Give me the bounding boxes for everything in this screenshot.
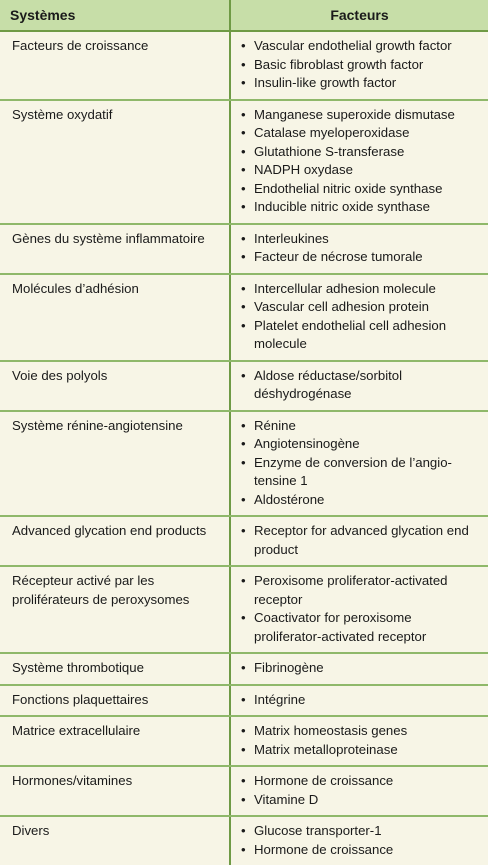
factor-item xyxy=(241,454,482,491)
factor-item xyxy=(241,367,482,404)
bullet-icon: • xyxy=(241,317,246,333)
bullet-icon: • xyxy=(241,610,246,625)
header-factors: Facteurs xyxy=(230,0,488,31)
factor-item xyxy=(241,491,482,510)
factor-item xyxy=(241,248,482,267)
bullet-icon: • xyxy=(241,143,246,159)
system-cell: Hormones/vitamines xyxy=(0,766,230,816)
factor-text: Enzyme de conversion de l’angio-tensine 1 xyxy=(254,454,452,488)
factors-cell xyxy=(230,31,488,100)
system-cell: Advanced glycation end products xyxy=(0,516,230,566)
factor-item xyxy=(241,180,482,199)
bullet-icon: • xyxy=(241,56,246,72)
table-row xyxy=(0,411,488,517)
factors-cell xyxy=(230,766,488,816)
bullet-icon: • xyxy=(241,230,246,246)
bullet-icon: • xyxy=(241,823,246,838)
bullet-icon: • xyxy=(241,367,246,383)
bullet-icon: • xyxy=(241,299,246,314)
factor-item xyxy=(241,161,482,180)
bullet-icon: • xyxy=(241,417,246,433)
factor-text: Receptor for advanced glycation end product xyxy=(254,523,469,557)
factors-list xyxy=(241,572,482,646)
factors-list xyxy=(241,106,482,217)
bullet-icon: • xyxy=(241,660,246,675)
bullet-icon: • xyxy=(241,249,246,264)
bullet-icon: • xyxy=(241,741,246,757)
factors-cell xyxy=(230,816,488,865)
factor-text: Aldostérone xyxy=(254,491,325,507)
factor-text: Fibrinogène xyxy=(254,660,324,675)
bullet-icon: • xyxy=(241,199,246,214)
factors-cell xyxy=(230,566,488,653)
header-systems: Systèmes xyxy=(0,0,230,31)
factors-list xyxy=(241,417,482,510)
system-cell: Voie des polyols xyxy=(0,361,230,411)
factors-list xyxy=(241,722,482,759)
factor-text: Matrix homeostasis genes xyxy=(254,723,408,738)
factor-text: Glucose transporter-1 xyxy=(254,823,382,838)
system-cell: Facteurs de croissance xyxy=(0,31,230,100)
bullet-icon: • xyxy=(241,491,246,507)
bullet-icon: • xyxy=(241,773,246,788)
factor-text: Endothelial nitric oxide synthase xyxy=(254,180,443,196)
factors-cell xyxy=(230,685,488,717)
table-row xyxy=(0,653,488,685)
factor-item xyxy=(241,143,482,162)
factor-text: Angiotensinogène xyxy=(254,436,360,451)
factor-item xyxy=(241,609,482,646)
table-row xyxy=(0,274,488,361)
system-cell: Gènes du système inflammatoire xyxy=(0,224,230,274)
bullet-icon: • xyxy=(241,841,246,857)
factor-item xyxy=(241,791,482,810)
system-cell: Molécules d’adhésion xyxy=(0,274,230,361)
factor-item xyxy=(241,317,482,354)
bullet-icon: • xyxy=(241,162,246,177)
bullet-icon: • xyxy=(241,723,246,738)
table-row xyxy=(0,716,488,766)
factors-list xyxy=(241,772,482,809)
factor-item xyxy=(241,722,482,741)
table-row xyxy=(0,766,488,816)
factor-text: Hormone de croissance xyxy=(254,773,394,788)
factor-text: Rénine xyxy=(254,417,296,433)
factor-text: Platelet endothelial cell adhesion molecule xyxy=(254,317,447,351)
bullet-icon: • xyxy=(241,38,246,53)
bullet-icon: • xyxy=(241,106,246,122)
table-row xyxy=(0,566,488,653)
factors-cell xyxy=(230,653,488,685)
system-cell: Système thrombotique xyxy=(0,653,230,685)
system-cell: Divers xyxy=(0,816,230,865)
table-row xyxy=(0,224,488,274)
factors-list xyxy=(241,280,482,354)
factors-list xyxy=(241,822,482,859)
table-header xyxy=(0,0,488,31)
factor-text: Facteur de nécrose tumorale xyxy=(254,249,423,264)
factor-item xyxy=(241,841,482,860)
factor-item xyxy=(241,691,482,710)
factors-list xyxy=(241,230,482,267)
factor-text: Hormone de croissance xyxy=(254,841,394,857)
factor-item xyxy=(241,298,482,317)
bullet-icon: • xyxy=(241,125,246,140)
factor-text: Basic fibroblast growth factor xyxy=(254,56,424,72)
table-row xyxy=(0,685,488,717)
factor-text: Matrix metalloproteinase xyxy=(254,741,398,757)
factor-item xyxy=(241,522,482,559)
factor-text: Glutathione S-transferase xyxy=(254,143,405,159)
factor-text: Peroxisome proliferator-activated receptor xyxy=(254,573,448,607)
bullet-icon: • xyxy=(241,791,246,807)
factor-item xyxy=(241,74,482,93)
factor-item xyxy=(241,230,482,249)
system-cell: Matrice extracellulaire xyxy=(0,716,230,766)
factors-cell xyxy=(230,224,488,274)
factor-item xyxy=(241,417,482,436)
factor-item xyxy=(241,37,482,56)
factors-cell xyxy=(230,516,488,566)
factors-list xyxy=(241,522,482,559)
factors-list xyxy=(241,691,482,710)
factor-text: Intégrine xyxy=(254,691,306,707)
factor-text: NADPH oxydase xyxy=(254,162,353,177)
factor-item xyxy=(241,772,482,791)
factor-text: Vitamine D xyxy=(254,791,319,807)
system-cell: Système oxydatif xyxy=(0,100,230,224)
factor-text: Intercellular adhesion molecule xyxy=(254,280,436,296)
bullet-icon: • xyxy=(241,180,246,196)
factor-text: Vascular endothelial growth factor xyxy=(254,38,452,53)
system-cell: Système rénine-angiotensine xyxy=(0,411,230,517)
factor-text: Inducible nitric oxide synthase xyxy=(254,199,430,214)
bullet-icon: • xyxy=(241,523,246,538)
table-row xyxy=(0,31,488,100)
table-row xyxy=(0,816,488,865)
system-cell: Fonctions plaquettaires xyxy=(0,685,230,717)
factors-list xyxy=(241,37,482,93)
bullet-icon: • xyxy=(241,691,246,707)
factors-cell xyxy=(230,411,488,517)
factor-text: Vascular cell adhesion protein xyxy=(254,299,429,314)
factor-item xyxy=(241,572,482,609)
factors-cell xyxy=(230,716,488,766)
factor-text: Manganese superoxide dismutase xyxy=(254,106,455,122)
factors-list xyxy=(241,367,482,404)
factor-item xyxy=(241,435,482,454)
system-cell: Récepteur activé par les proliférateurs de peroxysomes xyxy=(0,566,230,653)
bullet-icon: • xyxy=(241,280,246,296)
factor-item xyxy=(241,124,482,143)
factors-cell xyxy=(230,274,488,361)
factor-item xyxy=(241,56,482,75)
factor-item xyxy=(241,741,482,760)
bullet-icon: • xyxy=(241,573,246,588)
bullet-icon: • xyxy=(241,75,246,90)
table-row xyxy=(0,516,488,566)
table-row xyxy=(0,361,488,411)
table-row xyxy=(0,100,488,224)
bullet-icon: • xyxy=(241,436,246,451)
factors-cell xyxy=(230,100,488,224)
header-row xyxy=(0,0,488,31)
factors-cell xyxy=(230,361,488,411)
factor-item xyxy=(241,280,482,299)
factors-list xyxy=(241,659,482,678)
factor-item xyxy=(241,198,482,217)
factor-item xyxy=(241,822,482,841)
factor-text: Interleukines xyxy=(254,230,329,246)
table-body xyxy=(0,31,488,865)
factor-text: Coactivator for peroxisome proliferator-activated receptor xyxy=(254,610,427,644)
factor-item xyxy=(241,106,482,125)
factor-text: Insulin-like growth factor xyxy=(254,75,397,90)
factor-item xyxy=(241,659,482,678)
bullet-icon: • xyxy=(241,454,246,470)
factor-text: Aldose réductase/sorbitol déshydrogénase xyxy=(254,367,403,401)
factor-text: Catalase myeloperoxidase xyxy=(254,125,410,140)
